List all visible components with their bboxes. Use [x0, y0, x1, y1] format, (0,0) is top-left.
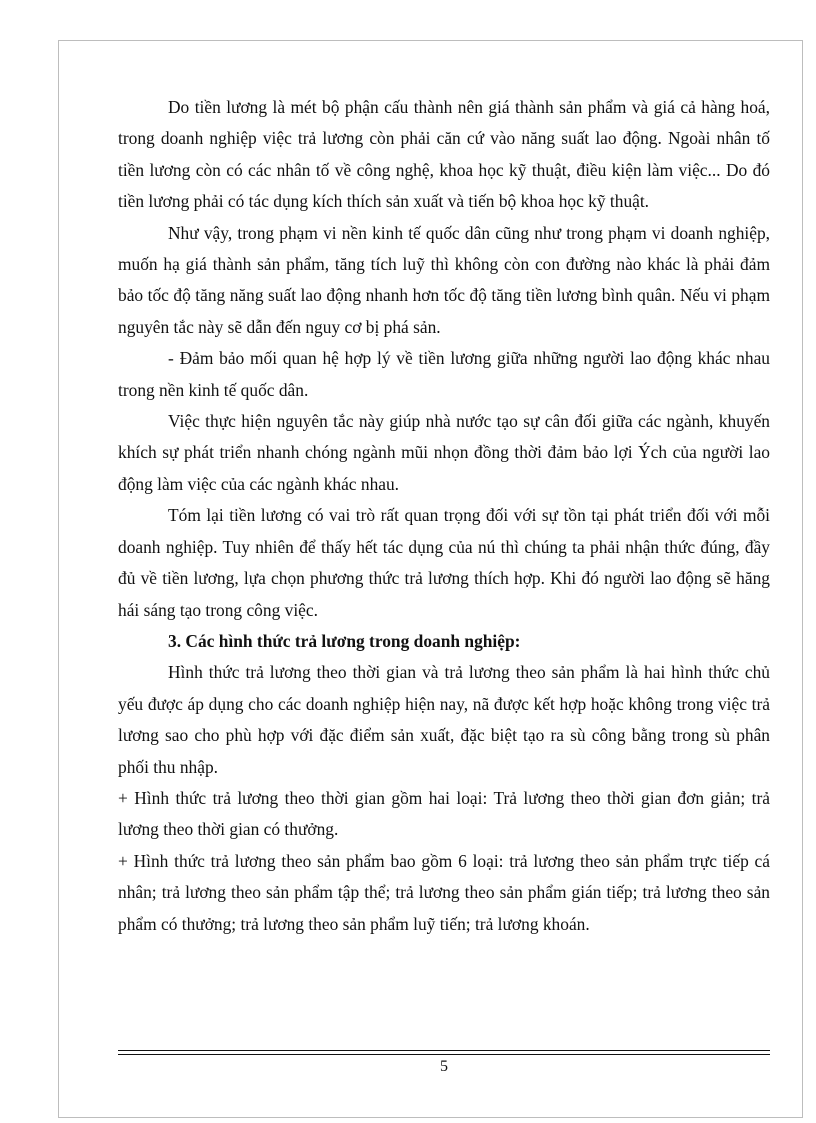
page-number: 5: [440, 1058, 448, 1075]
footer-double-rule: [118, 1050, 770, 1055]
section-heading: 3. Các hình thức trả lương trong doanh nghiệp:: [168, 630, 521, 651]
paragraph-productivity: Như vậy, trong phạm vi nền kinh tế quốc dân cũng như trong phạm vi doanh nghiệp, muốn hạ giá thành sản phẩm, tăng tích luỹ thì không còn con đường nào khác là phải đảm bảo tốc độ tăng năng suất lao động nhanh hơn tốc độ tăng tiền lương bình quân. Nếu vi phạm nguyên tắc này sẽ dẫn đến nguy cơ bị phá sản.: [118, 222, 770, 337]
list-item-time-based: + Hình thức trả lương theo thời gian gồm hai loại: Trả lương theo thời gian đơn giản; trả lương theo thời gian có thưởng.: [118, 787, 770, 840]
paragraph-balance: Việc thực hiện nguyên tắc này giúp nhà nước tạo sự cân đối giữa các ngành, khuyến khích sự phát triển nhanh chóng ngành mũi nhọn đồng thời đảm bảo lợi Ých của người lao động làm việc của các ngành khác nhau.: [118, 411, 770, 494]
paragraph-payment-forms: Hình thức trả lương theo thời gian và trả lương theo sản phẩm là hai hình thức chủ yếu được áp dụng cho các doanh nghiệp hiện nay, nã được kết hợp hoặc không trong việc trả lương sao cho phù hợp với đặc điểm sản xuất, đặc biệt tạo ra sù công bằng trong sù phân phối thu nhập.: [118, 662, 770, 777]
document-body: [118, 92, 770, 940]
paragraph-wage-cost: Do tiền lương là mét bộ phận cấu thành nên giá thành sản phẩm và giá cả hàng hoá, trong doanh nghiệp việc trả lương còn phải căn cứ vào năng suất lao động. Ngoài nhân tố tiền lương còn có các nhân tố về công nghệ, khoa học kỹ thuật, điều kiện làm việc... Do đó tiền lương phải có tác dụng kích thích sản xuất và tiến bộ khoa học kỹ thuật.: [118, 97, 770, 212]
list-item-product-based: + Hình thức trả lương theo sản phẩm bao gồm 6 loại: trả lương theo sản phẩm trực tiếp cá nhân; trả lương theo sản phẩm tập thể; trả lương theo sản phẩm gián tiếp; trả lương theo sản phẩm có thưởng; trả lương theo sản phẩm luỹ tiến; trả lương khoán.: [118, 850, 770, 934]
paragraph-summary: Tóm lại tiền lương có vai trò rất quan trọng đối với sự tồn tại phát triển đối với mỗi doanh nghiệp. Tuy nhiên để thấy hết tác dụng của nú thì chúng ta phải nhận thức đúng, đầy đủ về tiền lương, lựa chọn phương thức trả lương thích hợp. Khi đó người lao động sẽ hăng hái sáng tạo trong công việc.: [118, 505, 770, 620]
paragraph-reasonable-relation: - Đảm bảo mối quan hệ hợp lý về tiền lương giữa những người lao động khác nhau trong nền kinh tế quốc dân.: [118, 348, 770, 400]
